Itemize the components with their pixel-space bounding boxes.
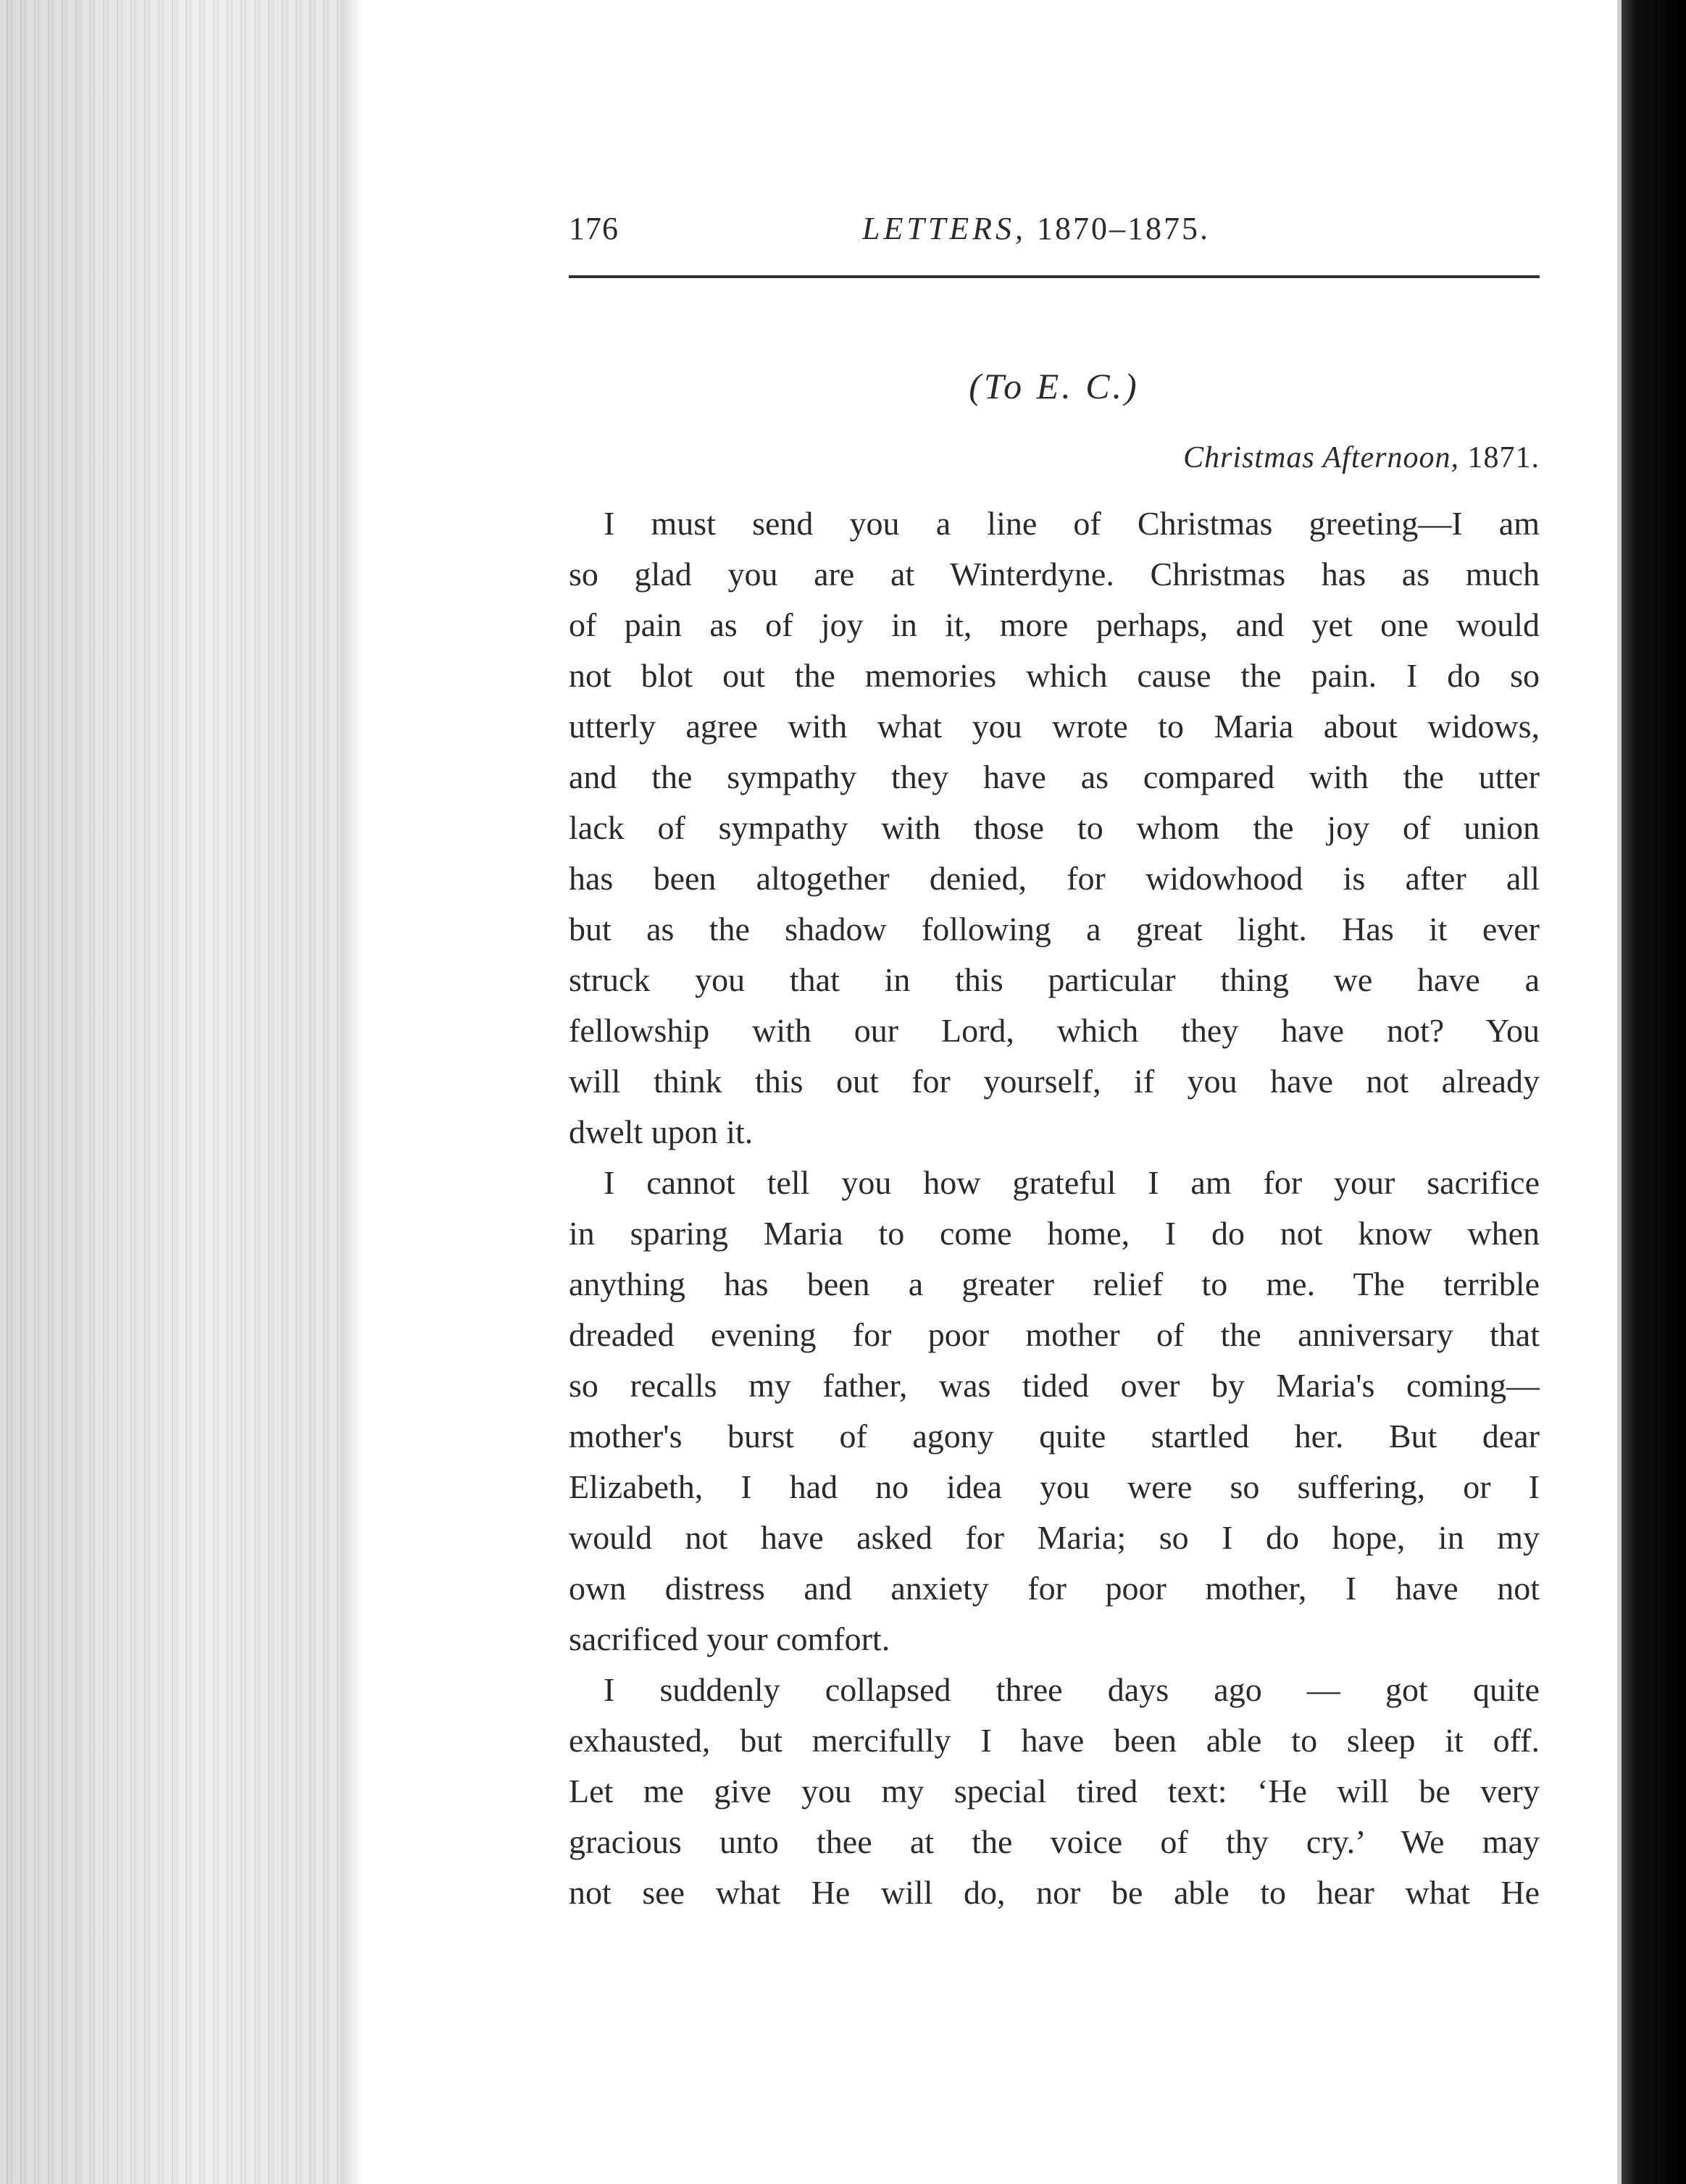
running-title bbox=[862, 210, 1210, 247]
text-line: Elizabeth, I had no idea you were so suffering, or I bbox=[569, 1468, 1540, 1505]
text-line: I must send you a line of Christmas greeting—I am bbox=[604, 505, 1540, 542]
book-gutter bbox=[341, 0, 362, 2184]
text-line: has been altogether denied, for widowhood is after all bbox=[569, 860, 1540, 897]
letter-body bbox=[569, 498, 1540, 1918]
text-line: dwelt upon it. bbox=[569, 1113, 754, 1150]
header-rule bbox=[569, 275, 1540, 278]
scan-background-edge bbox=[1622, 0, 1686, 2184]
text-line: dreaded evening for poor mother of the anniversary that bbox=[569, 1316, 1540, 1353]
page-edge-shadow bbox=[0, 0, 348, 2184]
text-line: not see what He will do, nor be able to hear what He bbox=[569, 1874, 1540, 1911]
text-line: utterly agree with what you wrote to Maria about widows, bbox=[569, 708, 1540, 745]
text-line: so glad you are at Winterdyne. Christmas has as much bbox=[569, 556, 1540, 593]
running-title-years: 1870–1875. bbox=[1037, 211, 1211, 246]
text-line: and the sympathy they have as compared with the utter bbox=[569, 758, 1540, 795]
text-line: I suddenly collapsed three days ago — got quite bbox=[604, 1671, 1540, 1708]
text-line: own distress and anxiety for poor mother, I have not bbox=[569, 1570, 1540, 1607]
text-line: mother's burst of agony quite startled her. But dear bbox=[569, 1418, 1540, 1455]
text-line: sacrificed your comfort. bbox=[569, 1620, 890, 1657]
text-line: of pain as of joy in it, more perhaps, and yet one would bbox=[569, 606, 1540, 643]
text-line: gracious unto thee at the voice of thy cry.’ We may bbox=[569, 1823, 1540, 1860]
dateline-italic: Christmas Afternoon, bbox=[1183, 441, 1459, 474]
text-line: Let me give you my special tired text: ‘He will be very bbox=[569, 1773, 1540, 1809]
text-line: lack of sympathy with those to whom the joy of union bbox=[569, 809, 1540, 846]
dateline-year: 1871. bbox=[1467, 441, 1540, 474]
running-head bbox=[569, 210, 1551, 256]
text-line: exhausted, but mercifully I have been able to sleep it off. bbox=[569, 1722, 1540, 1759]
text-line: not blot out the memories which cause the pain. I do so bbox=[569, 657, 1540, 694]
text-line: struck you that in this particular thing we have a bbox=[569, 961, 1540, 998]
text-line: so recalls my father, was tided over by Maria's coming— bbox=[569, 1367, 1540, 1404]
text-line: anything has been a greater relief to me. The terrible bbox=[569, 1265, 1540, 1302]
text-line: in sparing Maria to come home, I do not know when bbox=[569, 1215, 1540, 1252]
text-line: would not have asked for Maria; so I do hope, in my bbox=[569, 1519, 1540, 1556]
text-line: but as the shadow following a great light. Has it ever bbox=[569, 911, 1540, 947]
page-content bbox=[569, 210, 1551, 1911]
page-number: 176 bbox=[569, 211, 619, 246]
running-title-italic: LETTERS, bbox=[862, 211, 1027, 246]
letter-dateline bbox=[569, 440, 1540, 475]
text-line: I cannot tell you how grateful I am for your sacrifice bbox=[604, 1164, 1540, 1201]
text-line: will think this out for yourself, if you have not already bbox=[569, 1063, 1540, 1100]
letter-addressee: (To E. C.) bbox=[969, 366, 1140, 406]
text-line: fellowship with our Lord, which they have not? You bbox=[569, 1012, 1540, 1049]
